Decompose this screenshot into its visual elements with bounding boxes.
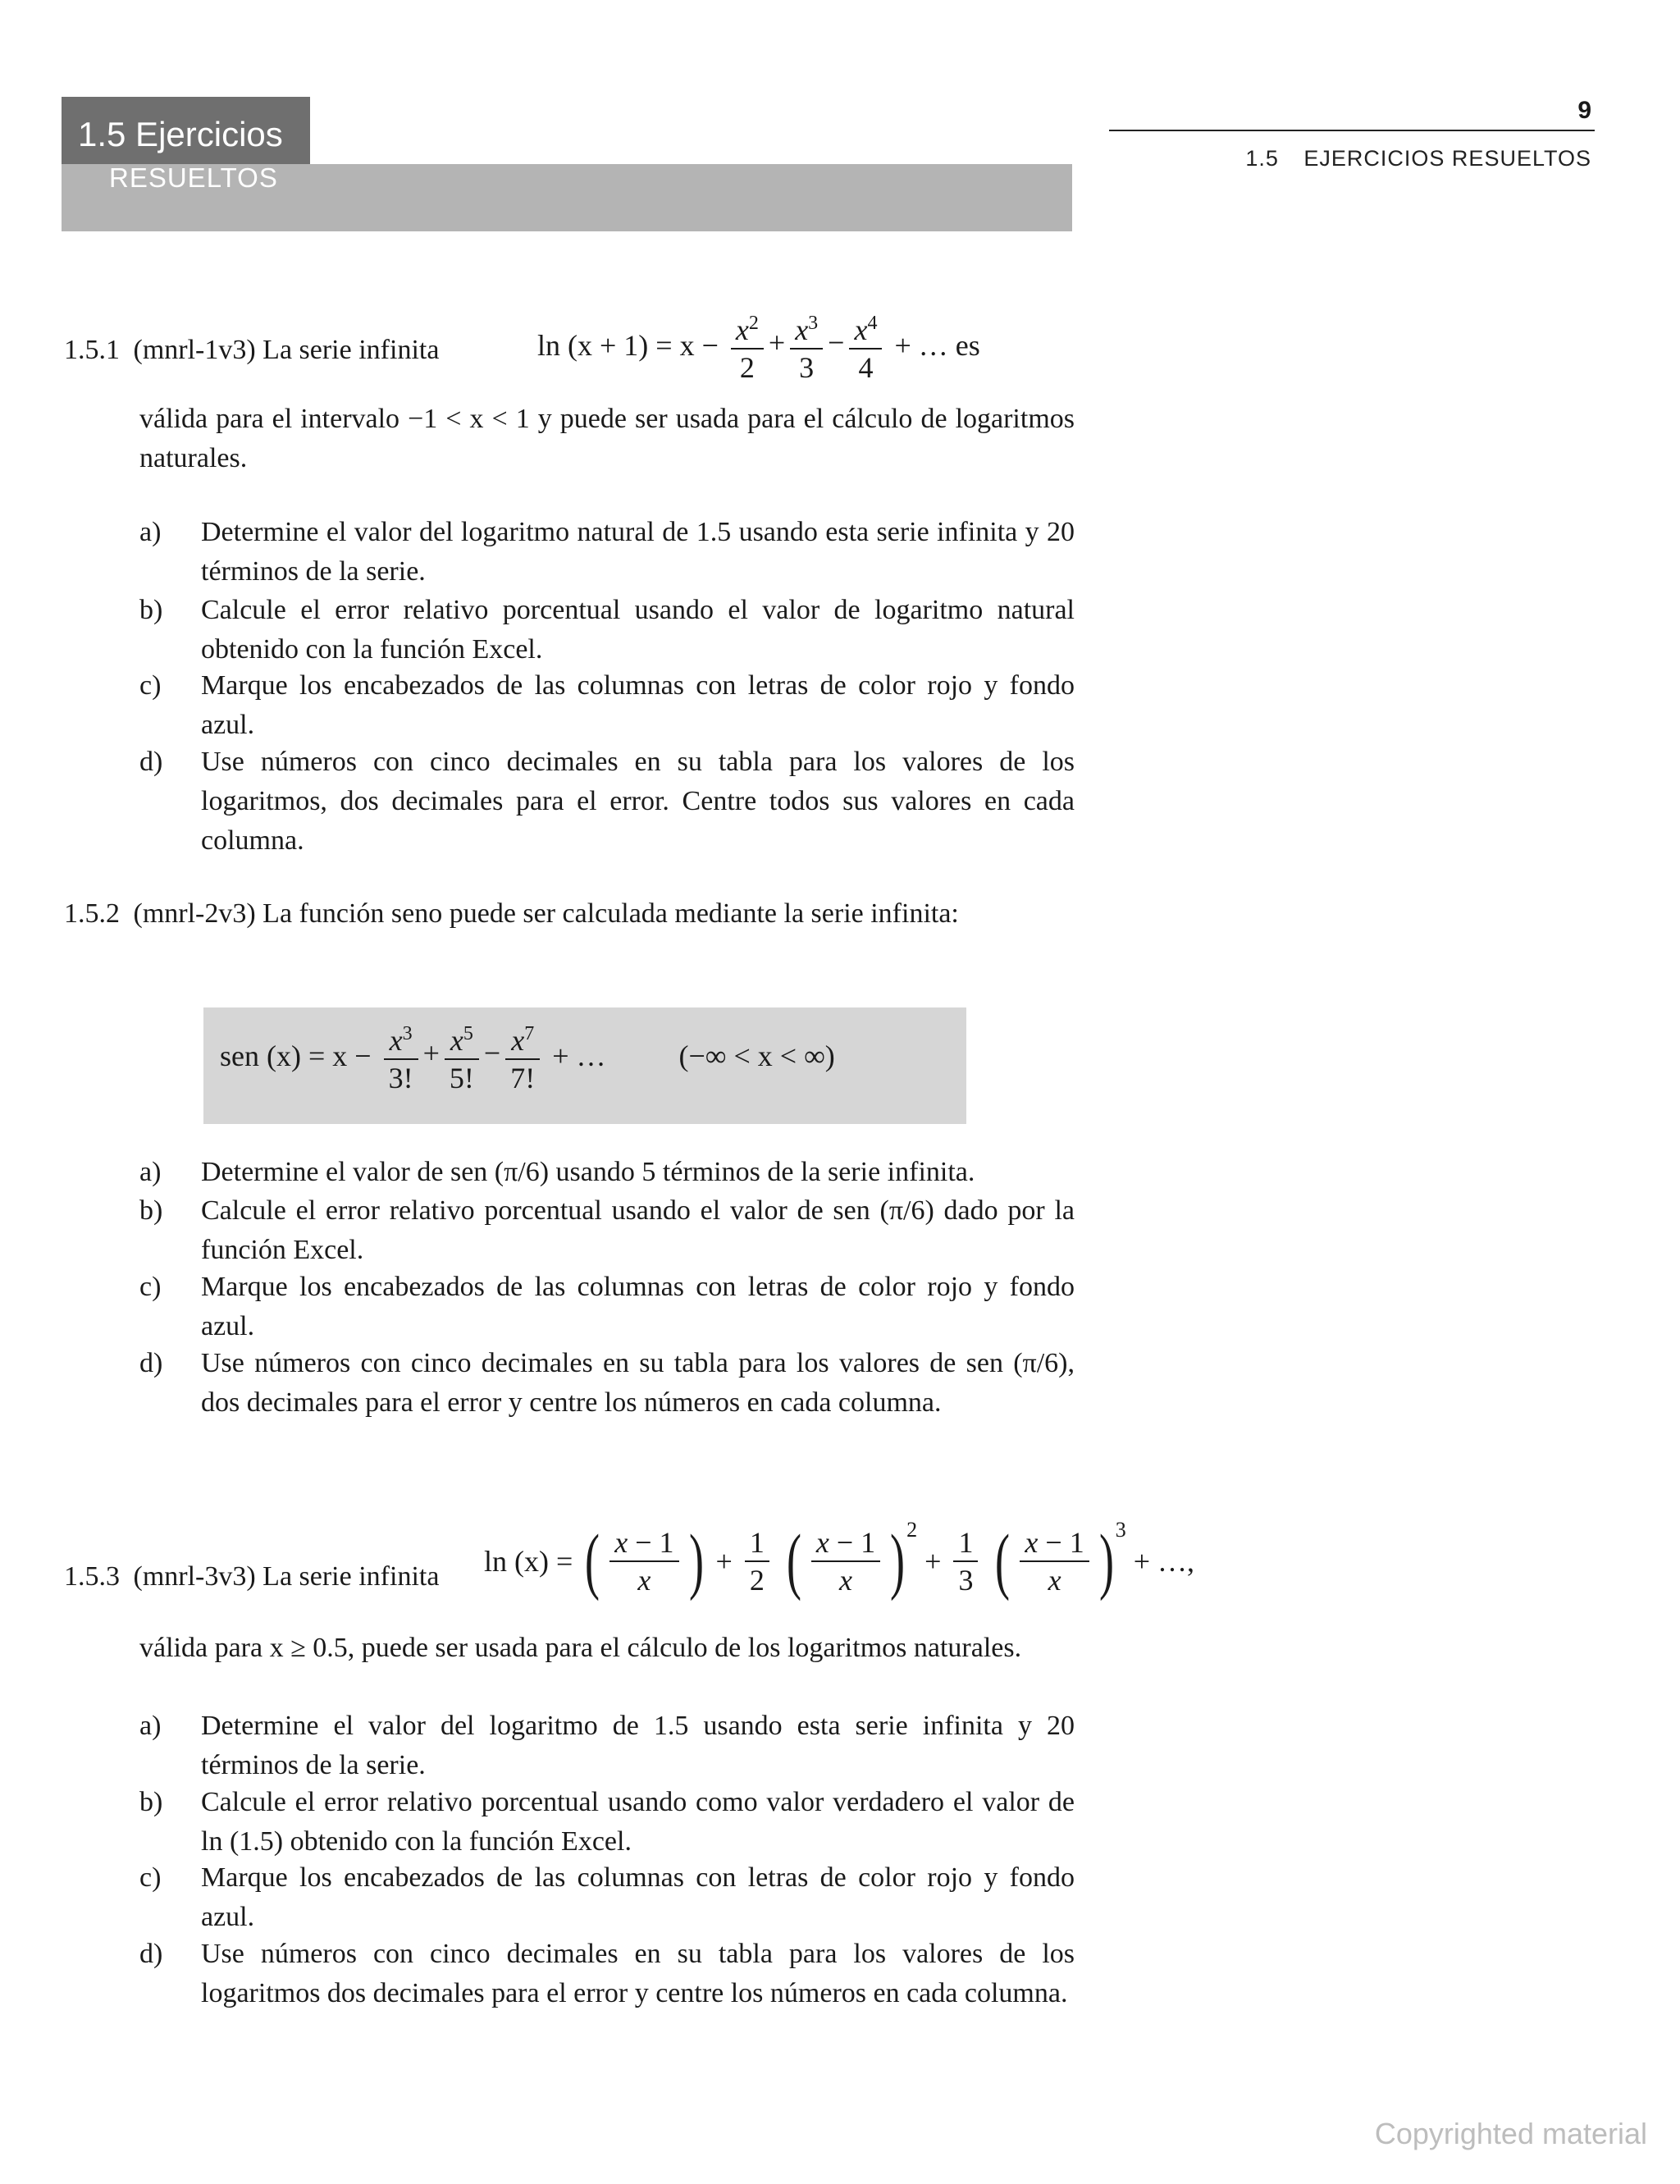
item-label: a)	[139, 1711, 162, 1741]
formula-fraction: $\frac{x^3}{3}$	[790, 305, 823, 386]
problem-number: 1.5.2	[64, 898, 120, 929]
item-text: Determine el valor del logaritmo de 1.5 usando esta serie infinita y 20 términos de la serie.	[201, 1711, 1075, 1780]
problem-intro: (mnrl-3v3) La serie infinita	[133, 1561, 440, 1592]
problem-intro: (mnrl-2v3) La función seno puede ser calculada mediante la serie infinita:	[133, 898, 959, 929]
formula-lhs: ln (x) =	[484, 1545, 573, 1578]
running-head-section: 1.5	[1245, 146, 1279, 171]
problem-number: 1.5.1	[64, 335, 120, 365]
header-rule	[1109, 130, 1595, 131]
item-label: a)	[139, 517, 162, 547]
formula-lhs: sen (x) = x −	[220, 1039, 372, 1072]
item-text: Use números con cinco decimales en su tabla para los valores de sen (π/6), dos decimales para el error y centre los números en cada columna.	[201, 1348, 1075, 1418]
item-label: b)	[139, 1787, 163, 1817]
formula-term: ( $\frac{x - 1}{x}$ )	[585, 1520, 704, 1601]
item-text: Marque los encabezados de las columnas con letras de color rojo y fondo azul.	[201, 1272, 1075, 1341]
item-text: Determine el valor del logaritmo natural de 1.5 usando esta serie infinita y 20 términos de la serie.	[201, 517, 1075, 587]
item-label: d)	[139, 1939, 163, 1969]
item-text: Calcule el error relativo porcentual usando el valor de sen (π/6) dado por la función Excel.	[201, 1195, 1075, 1265]
section-title-line2: RESUELTOS	[109, 162, 278, 194]
formula-tail: + …,	[1133, 1545, 1195, 1578]
formula-fraction: $\frac{x^4}{4}$	[849, 305, 882, 386]
list-item	[139, 513, 1075, 592]
item-label: b)	[139, 595, 163, 625]
item-text: Marque los encabezados de las columnas con letras de color rojo y fondo azul.	[201, 1862, 1075, 1932]
list-item	[139, 1344, 1075, 1423]
item-text: Use números con cinco decimales en su tabla para los valores de los logaritmos dos decimales para el error y centre los números en cada columna.	[201, 1939, 1075, 2008]
list-item	[139, 666, 1075, 745]
list-item	[139, 1707, 1075, 1785]
problem-2-intro	[64, 894, 959, 934]
formula-lhs: ln (x + 1) = x −	[537, 329, 719, 362]
item-label: d)	[139, 1348, 163, 1378]
formula-fraction: $\frac{x^2}{2}$	[731, 305, 764, 386]
problem-1-formula: ln (x + 1) = x − $\frac{x^2}{2}$ + $\frac{x^3}{3}$ − $\frac{x^4}{4}$ + … es	[537, 305, 980, 386]
list-item	[139, 1935, 1075, 2013]
formula-fraction: $\frac{x^3}{3!}$	[384, 1016, 418, 1096]
list-item	[139, 1858, 1075, 1937]
formula-term: ( $\frac{x - 1}{x}$ )$^3$	[995, 1518, 1126, 1601]
running-head-title: EJERCICIOS RESUELTOS	[1303, 146, 1591, 171]
item-label: c)	[139, 1272, 162, 1302]
item-text: Use números con cinco decimales en su tabla para los valores de los logaritmos, dos decimales para el error. Centre todos sus valores en cada columna.	[201, 747, 1075, 856]
list-item	[139, 1153, 1075, 1192]
problem-1-intro	[64, 331, 439, 370]
formula-domain: (−∞ < x < ∞)	[678, 1039, 835, 1072]
problem-2-formula: sen (x) = x − $\frac{x^3}{3!}$ + $\frac{x^5}{5!}$ − $\frac{x^7}{7!}$ + … (−∞ < x < ∞)	[220, 1016, 835, 1096]
list-item	[139, 1191, 1075, 1270]
item-label: c)	[139, 1862, 162, 1893]
list-item	[139, 742, 1075, 861]
problem-3-continuation: válida para x ≥ 0.5, puede ser usada para el cálculo de los logaritmos naturales.	[139, 1633, 1022, 1663]
item-label: a)	[139, 1157, 162, 1187]
problem-3-formula: ln (x) = ( $\frac{x - 1}{x}$ ) + $\frac{1}{2}$ ( $\frac{x - 1}{x}$ )$^2$ + $\frac{1}{3}$ ( $\frac{x - 1}{x}$ )$^3$ + …,	[484, 1518, 1195, 1601]
list-item	[139, 1268, 1075, 1346]
formula-fraction: $\frac{1}{2}$	[745, 1524, 769, 1598]
problem-intro: (mnrl-1v3) La serie infinita	[133, 335, 440, 365]
formula-fraction: $\frac{1}{3}$	[953, 1524, 978, 1598]
item-label: d)	[139, 747, 163, 777]
formula-term: ( $\frac{x - 1}{x}$ )$^2$	[786, 1518, 918, 1601]
problem-1-continuation: válida para el intervalo −1 < x < 1 y puede ser usada para el cálculo de logaritmos naturales.	[139, 404, 1075, 473]
page-number: 9	[1577, 97, 1591, 124]
problem-3-intro	[64, 1557, 439, 1597]
item-label: b)	[139, 1195, 163, 1226]
list-item	[139, 1783, 1075, 1862]
formula-fraction: $\frac{x^5}{5!}$	[445, 1016, 479, 1096]
copyright-watermark: Copyrighted material	[1374, 2117, 1647, 2150]
item-text: Marque los encabezados de las columnas con letras de color rojo y fondo azul.	[201, 670, 1075, 740]
running-head	[1245, 146, 1591, 171]
item-text: Calcule el error relativo porcentual usando como valor verdadero el valor de ln (1.5) obtenido con la función Excel.	[201, 1787, 1075, 1857]
item-text: Determine el valor de sen (π/6) usando 5 términos de la serie infinita.	[201, 1157, 975, 1187]
formula-fraction: $\frac{x^7}{7!}$	[505, 1016, 540, 1096]
list-item	[139, 591, 1075, 669]
item-label: c)	[139, 670, 162, 701]
section-title-line1: 1.5 Ejercicios	[78, 115, 283, 153]
problem-number: 1.5.3	[64, 1561, 120, 1592]
section-title	[78, 115, 283, 194]
formula-tail: + … es	[894, 329, 980, 362]
item-text: Calcule el error relativo porcentual usando el valor de logaritmo natural obtenido con la función Excel.	[201, 595, 1075, 665]
formula-tail: + …	[552, 1039, 606, 1072]
